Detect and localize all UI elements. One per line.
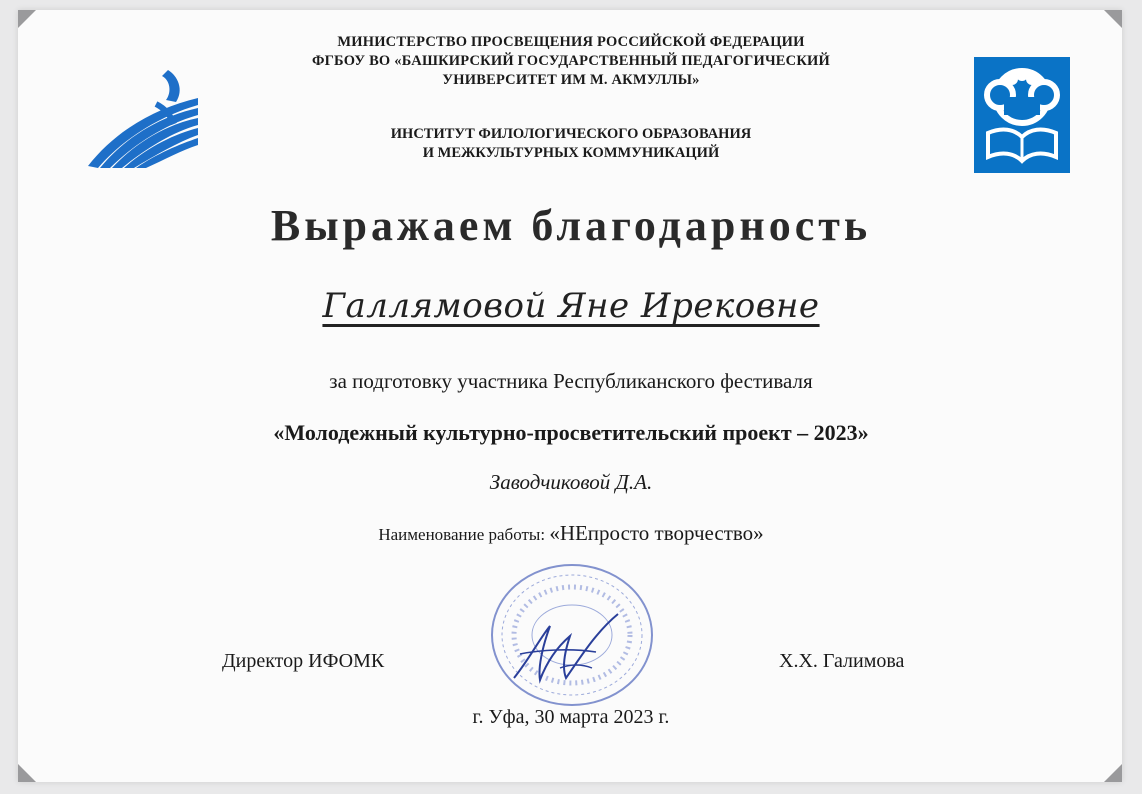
ministry-header bbox=[0, 33, 1142, 90]
student-name: Заводчиковой Д.А. bbox=[489, 470, 653, 494]
corner-triangle-bottom-left bbox=[18, 764, 36, 782]
award-reason: за подготовку участника Республиканского фестиваля bbox=[329, 369, 813, 393]
certificate-title: Выражаем благодарность bbox=[270, 201, 872, 250]
recipient-name: Галлямовой Яне Ирековне bbox=[322, 286, 820, 326]
work-title-line bbox=[0, 521, 1142, 546]
header-line-3: УНИВЕРСИТЕТ ИМ М. АКМУЛЛЫ» bbox=[442, 72, 700, 88]
corner-triangle-top-left bbox=[18, 10, 36, 28]
work-value: «НЕпросто творчество» bbox=[549, 521, 764, 545]
header-line-2: ФГБОУ ВО «БАШКИРСКИЙ ГОСУДАРСТВЕННЫЙ ПЕДАГОГИЧЕСКИЙ bbox=[311, 53, 831, 69]
handwritten-signature-icon bbox=[500, 608, 630, 693]
header-line-1: МИНИСТЕРСТВО ПРОСВЕЩЕНИЯ РОССИЙСКОЙ ФЕДЕРАЦИИ bbox=[337, 34, 805, 50]
institute-line-1: ИНСТИТУТ ФИЛОЛОГИЧЕСКОГО ОБРАЗОВАНИЯ bbox=[390, 126, 752, 142]
issue-date: г. Уфа, 30 марта 2023 г. bbox=[472, 706, 670, 728]
director-role: Директор ИФОМК bbox=[222, 650, 385, 672]
corner-triangle-bottom-right bbox=[1104, 764, 1122, 782]
institute-header bbox=[0, 125, 1142, 163]
institute-line-2: И МЕЖКУЛЬТУРНЫХ КОММУНИКАЦИЙ bbox=[422, 145, 720, 161]
work-label: Наименование работы: bbox=[378, 525, 546, 544]
corner-triangle-top-right bbox=[1104, 10, 1122, 28]
director-name: Х.Х. Галимова bbox=[779, 650, 905, 672]
project-name: «Молодежный культурно-просветительский проект – 2023» bbox=[273, 420, 869, 445]
